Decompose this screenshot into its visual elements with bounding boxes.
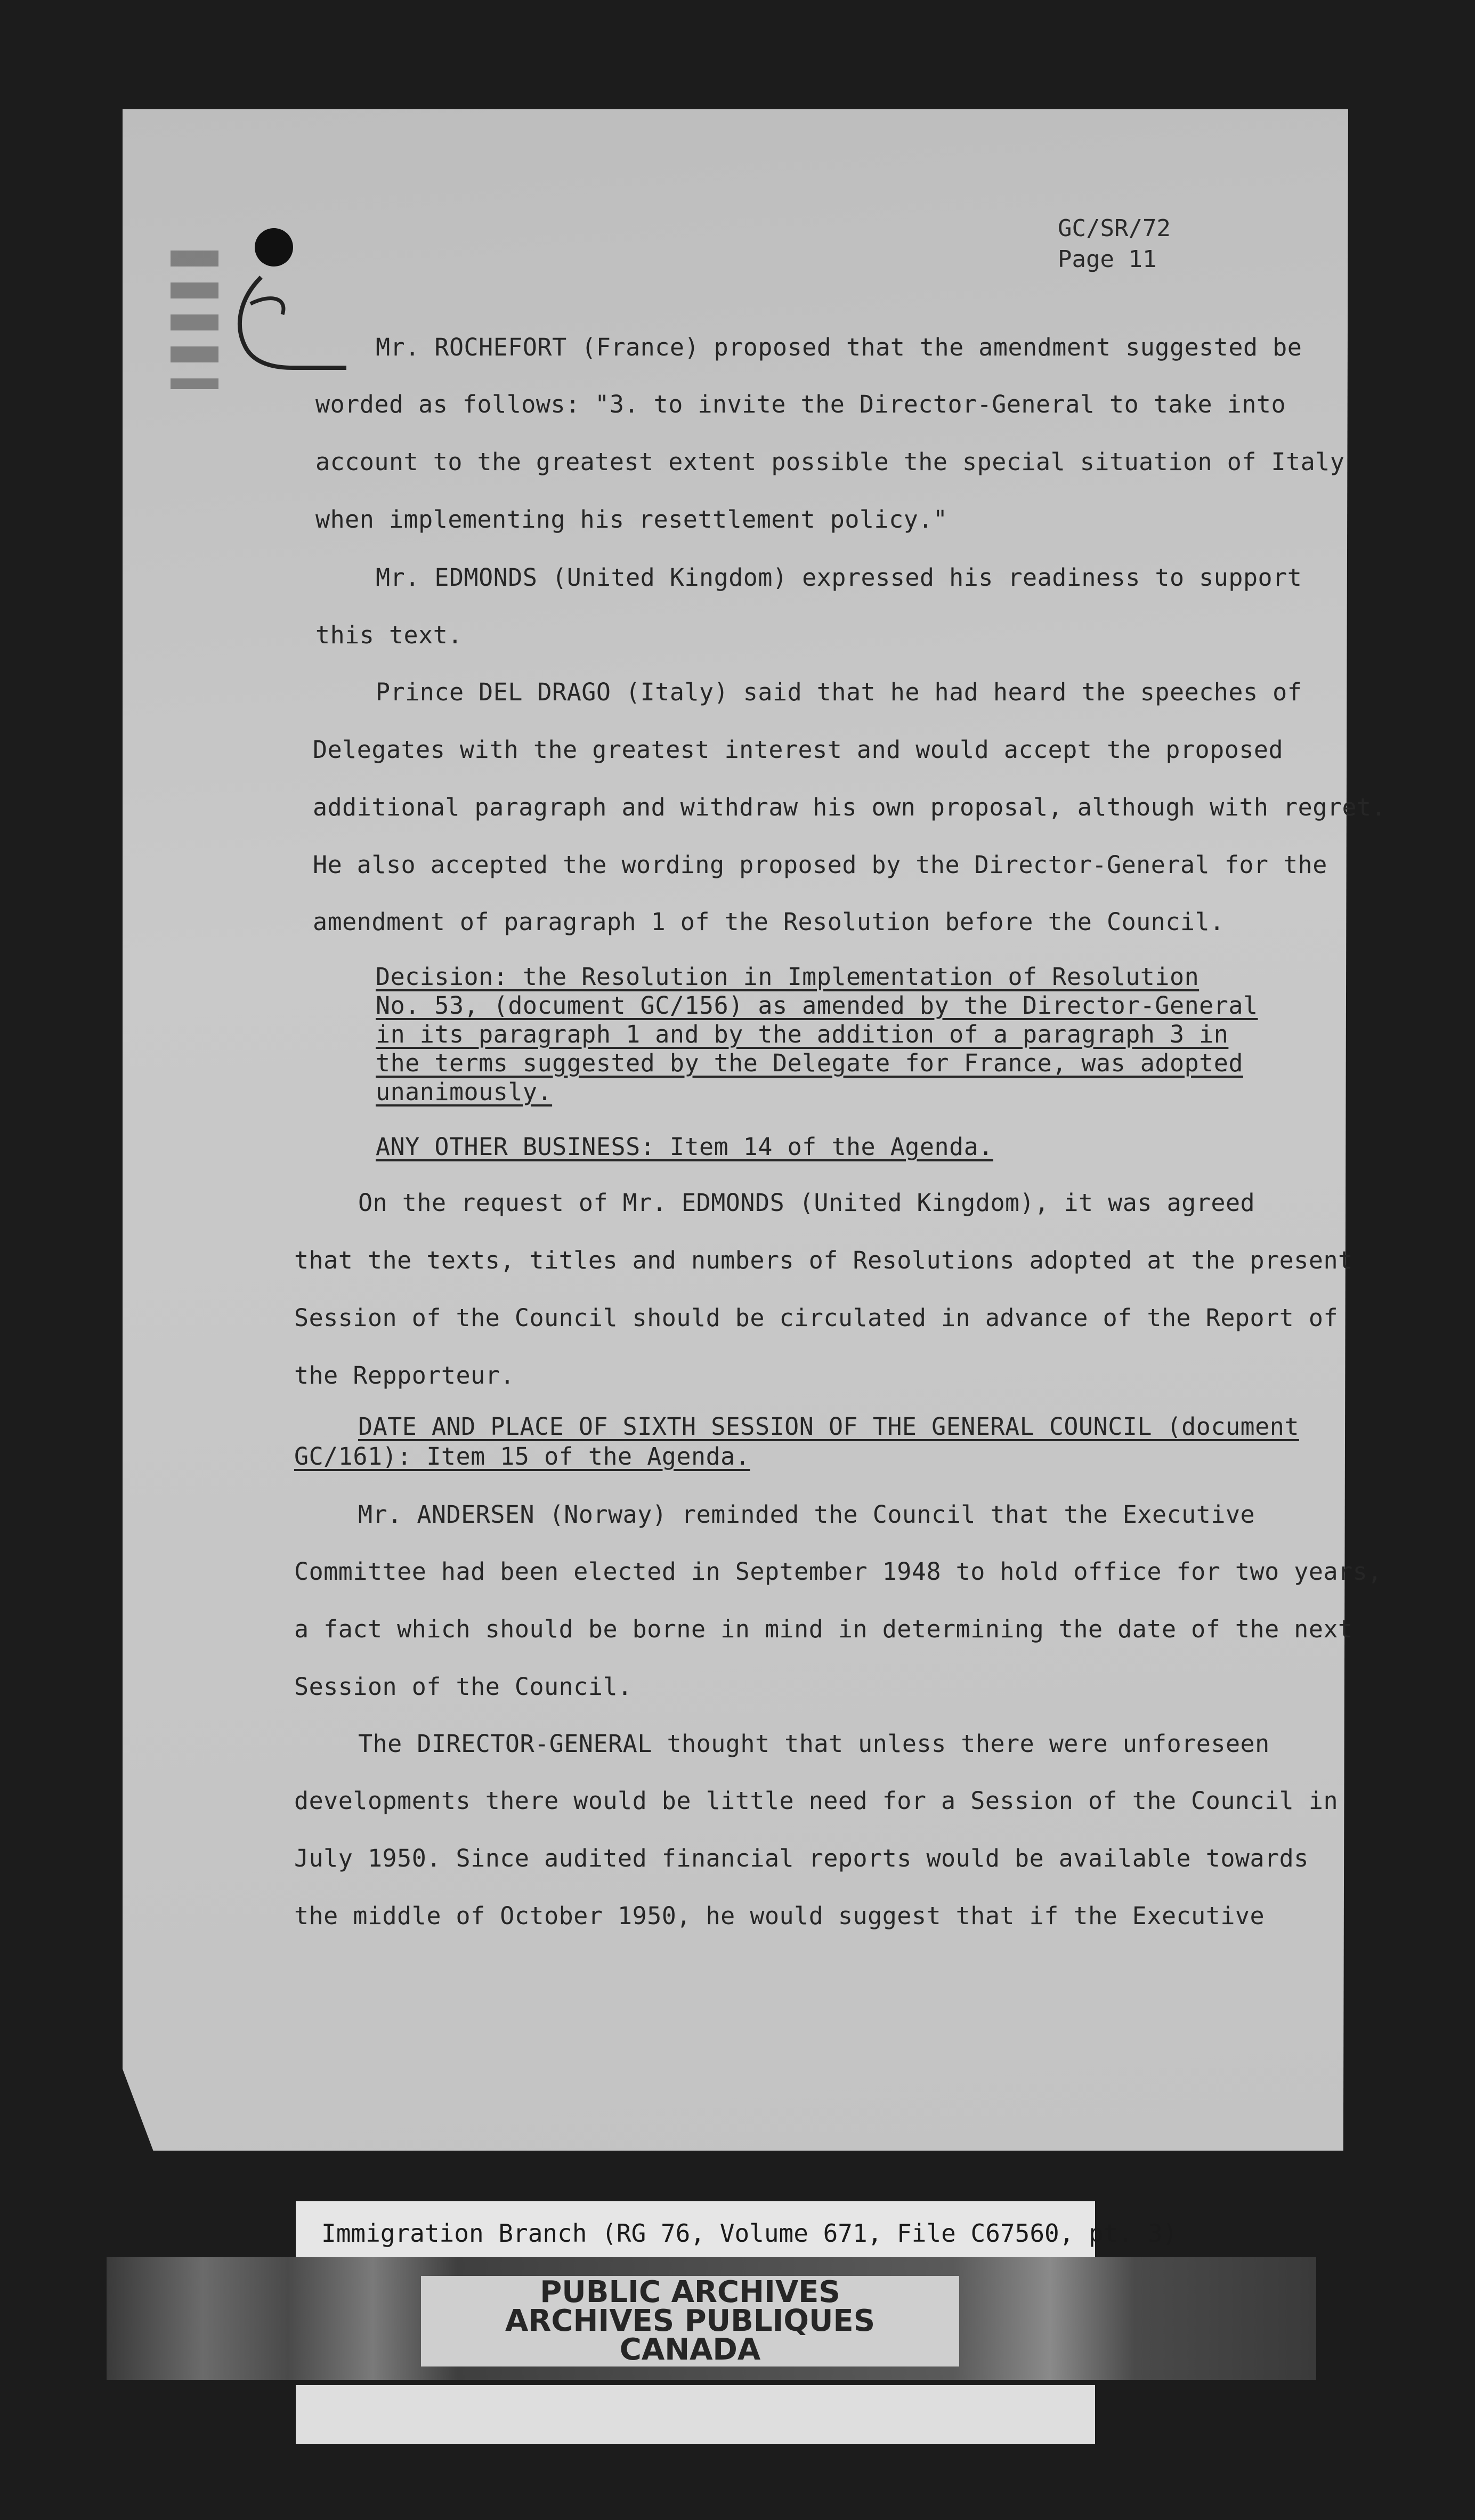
handwritten-mark-icon (229, 266, 352, 378)
decision-line: No. 53, (document GC/156) as amended by the Director-General (376, 991, 1258, 1020)
body-line: worded as follows: "3. to invite the Director-General to take into (315, 390, 1286, 418)
body-line: developments there would be little need for a Session of the Council in (294, 1787, 1339, 1815)
body-line: He also accepted the wording proposed by the Director-General for the (313, 851, 1327, 879)
punch-hole (255, 228, 293, 266)
decision-line: the terms suggested by the Delegate for France, was adopted (376, 1049, 1243, 1077)
body-line: when implementing his resettlement policy." (315, 505, 948, 534)
body-line: account to the greatest extent possible the special situation of Italy (315, 448, 1345, 476)
body-line: On the request of Mr. EDMONDS (United Kingdom), it was agreed (358, 1189, 1255, 1217)
body-line: that the texts, titles and numbers of Resolutions adopted at the present (294, 1246, 1353, 1274)
body-line: Mr. EDMONDS (United Kingdom) expressed his readiness to support (376, 563, 1302, 592)
body-line: the Repporteur. (294, 1361, 515, 1390)
archive-reference-text: Immigration Branch (RG 76, Volume 671, File C67560, pt. 3) (321, 2219, 1178, 2248)
stamp-line: CANADA (619, 2332, 761, 2367)
body-line: The DIRECTOR-GENERAL thought that unless there were unforeseen (358, 1730, 1270, 1758)
decision-line: Decision: the Resolution in Implementation of Resolution (376, 963, 1200, 991)
footer-blank-label (296, 2385, 1095, 2444)
body-line: July 1950. Since audited financial reports would be available towards (294, 1844, 1309, 1872)
document-reference (1058, 213, 1171, 275)
body-line: additional paragraph and withdraw his own proposal, although with regret. (313, 793, 1387, 821)
section-heading: GC/161): Item 15 of the Agenda. (294, 1442, 750, 1471)
archive-stamp (421, 2276, 959, 2366)
body-line: Committee had been elected in September 1948 to hold office for two years, (294, 1557, 1382, 1586)
decision-line: in its paragraph 1 and by the addition of a paragraph 3 in (376, 1020, 1229, 1048)
body-line: Session of the Council. (294, 1673, 633, 1701)
binder-marks (171, 251, 218, 389)
stamp-line: PUBLIC ARCHIVES (540, 2275, 840, 2309)
body-line: Delegates with the greatest interest and would accept the proposed (313, 736, 1284, 764)
doc-ref-number: GC/SR/72 (1058, 215, 1171, 242)
body-line: this text. (315, 621, 463, 649)
section-heading: ANY OTHER BUSINESS: Item 14 of the Agenda. (376, 1133, 993, 1161)
body-line: Prince DEL DRAGO (Italy) said that he had heard the speeches of (376, 678, 1302, 706)
body-line: amendment of paragraph 1 of the Resolution before the Council. (313, 908, 1225, 936)
body-line: Mr. ANDERSEN (Norway) reminded the Council that the Executive (358, 1500, 1255, 1529)
page-number: Page 11 (1058, 246, 1157, 273)
stamp-line: ARCHIVES PUBLIQUES (505, 2304, 876, 2338)
section-heading: DATE AND PLACE OF SIXTH SESSION OF THE GENERAL COUNCIL (document (358, 1412, 1299, 1441)
archive-reference-label (296, 2201, 1178, 2265)
decision-line: unanimously. (376, 1078, 553, 1106)
body-line: the middle of October 1950, he would suggest that if the Executive (294, 1902, 1265, 1930)
body-line: a fact which should be borne in mind in determining the date of the next (294, 1615, 1353, 1643)
body-line: Session of the Council should be circulated in advance of the Report of (294, 1304, 1339, 1332)
body-line: Mr. ROCHEFORT (France) proposed that the amendment suggested be (376, 333, 1302, 361)
